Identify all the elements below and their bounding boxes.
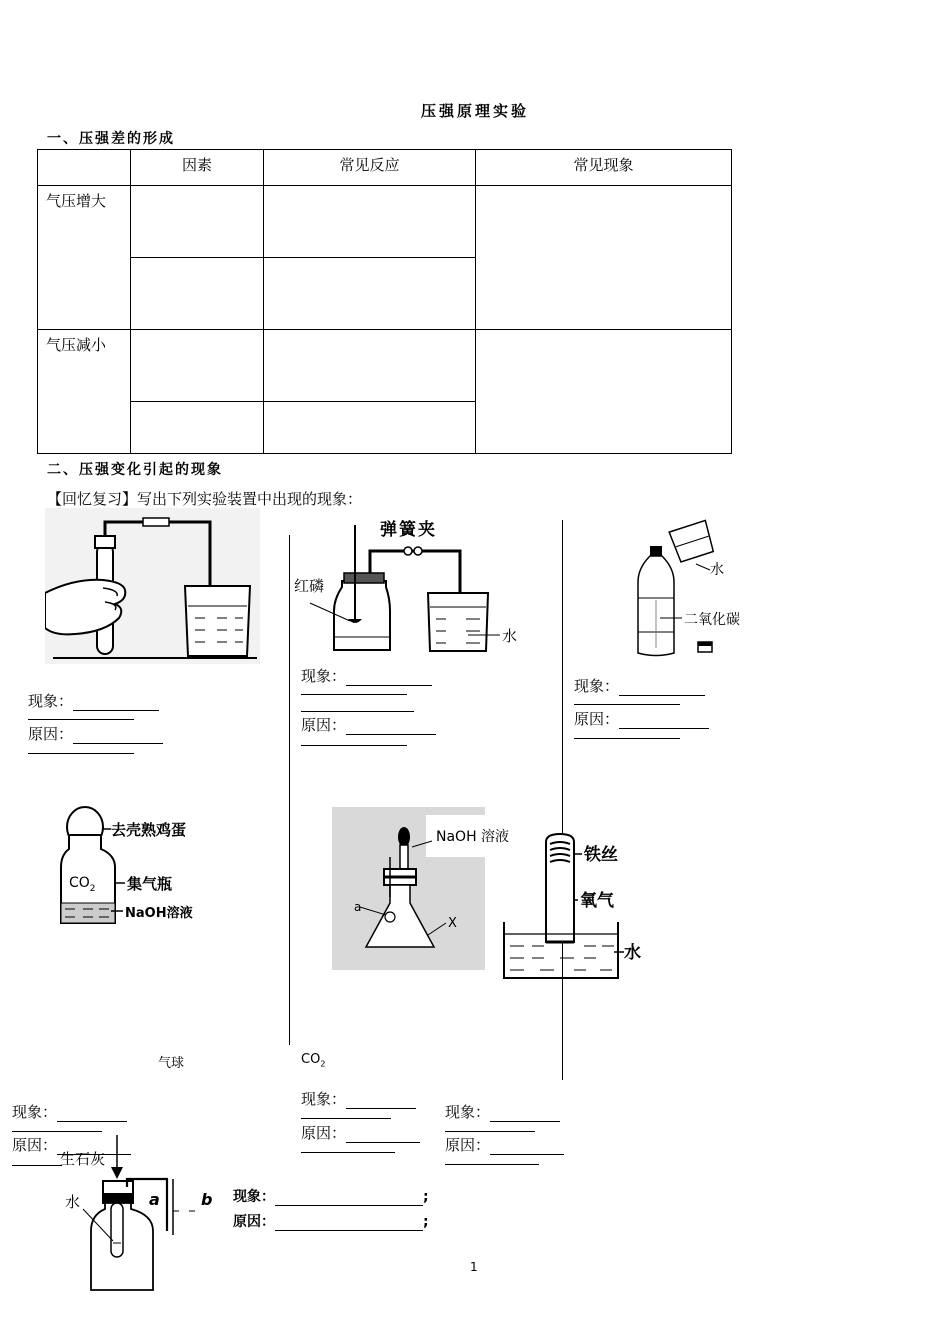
answer-blank[interactable] [346,1128,420,1143]
answer-line[interactable] [12,1131,102,1132]
quicklime-label: 生石灰 [60,1150,106,1168]
answer-line[interactable] [445,1131,535,1132]
table-header-reaction: 常见反应 [264,150,476,186]
label-b: b [201,1190,213,1209]
fig4-phenomenon [12,1101,127,1122]
row-label-increase: 气压增大 [38,186,131,330]
answer-blank[interactable] [275,1191,423,1206]
answer-blank[interactable] [346,1094,416,1109]
balloon-label: 气球 [158,1056,185,1071]
red-phosphorus-label: 红磷 [294,577,325,595]
phenomenon-label: 现象： [301,1090,347,1108]
water-label: 水 [710,562,724,578]
phenomenon-label: 现象： [574,677,620,695]
fig2-reason [301,714,436,735]
label-x: X [448,916,457,931]
reason-label: 原因： [28,725,74,743]
figure-egg-bottle [55,805,205,935]
answer-blank[interactable] [490,1107,560,1122]
table-cell[interactable] [476,330,732,454]
table-header-empty [38,150,131,186]
review-instruction: 【回忆复习】写出下列实验装置中出现的现象： [47,490,363,508]
table-cell[interactable] [131,402,264,454]
answer-blank[interactable] [619,681,705,696]
column-divider [562,520,563,1080]
egg-label: 去壳熟鸡蛋 [111,821,187,839]
phenomenon-label: 现象： [28,692,74,710]
page-number: 1 [470,1260,478,1274]
label-a: a [354,900,362,914]
row-label-decrease: 气压减小 [38,330,131,454]
reason-label: 原因： [12,1136,58,1154]
label-a: a [149,1190,160,1209]
answer-line[interactable] [28,719,134,720]
phenomenon-label: 现象： [445,1103,491,1121]
section-heading-2: 二、压强变化引起的现象 [47,462,223,478]
answer-blank[interactable] [619,714,709,729]
answer-blank[interactable] [57,1107,127,1122]
oxygen-label: 氧气 [580,891,614,911]
answer-line[interactable] [574,738,680,739]
table-cell[interactable] [131,258,264,330]
answer-line[interactable] [445,1164,539,1165]
answer-blank[interactable] [73,696,159,711]
page-title: 压强原理实验 [420,102,529,120]
fig2-phenomenon [301,665,432,686]
phenomenon-label: 现象： [12,1103,58,1121]
answer-blank[interactable] [275,1216,423,1231]
reason-label: 原因： [445,1136,491,1154]
table-cell[interactable] [264,402,476,454]
reason-label: 原因： [233,1214,275,1230]
iron-wire-label: 铁丝 [584,845,618,865]
table-cell[interactable] [264,258,476,330]
answer-line[interactable] [301,1152,395,1153]
answer-line[interactable] [301,694,407,695]
co2-label: 二氧化碳 [684,612,740,628]
fig7-phenomenon: 现象： ; [233,1189,429,1205]
figure-red-phosphorus [290,515,530,660]
naoh-label: NaOH溶液 [125,906,193,921]
co2-bottom-label: $CO_2$ [301,1052,326,1069]
answer-blank[interactable] [346,671,432,686]
answer-line[interactable] [28,753,134,754]
gas-bottle-label: 集气瓶 [127,875,173,893]
fig1-phenomenon [28,690,159,711]
fig6-reason [445,1134,564,1155]
table-cell[interactable] [476,186,732,330]
section-heading-1: 一、压强差的形成 [47,131,175,147]
answer-line[interactable] [301,1118,391,1119]
figure-quicklime-u-tube [55,1135,225,1295]
fig7-reason: 原因： ; [233,1214,429,1230]
answer-blank[interactable] [490,1140,564,1155]
fig3-reason [574,708,709,729]
water-label: 水 [502,627,518,645]
fig3-phenomenon [574,675,705,696]
reason-label: 原因： [574,710,620,728]
reason-label: 原因： [301,716,347,734]
table-cell[interactable] [131,186,264,258]
answer-blank[interactable] [73,729,163,744]
figure-iron-wire [500,830,660,982]
table-cell[interactable] [264,330,476,402]
water-label: 水 [624,943,641,963]
fig5-phenomenon [301,1088,416,1109]
phenomenon-label: 现象： [233,1189,275,1205]
answer-line[interactable] [301,745,407,746]
table-header-phenomenon: 常见现象 [476,150,732,186]
figure-hand-test-tube [45,508,260,664]
table-header-factor: 因素 [131,150,264,186]
co2-formula: $CO_2$ [69,875,96,894]
figure-co2-bottle [630,518,760,663]
spring-clip-label: 弹簧夹 [380,520,437,540]
answer-line[interactable] [574,704,680,705]
table-cell[interactable] [264,186,476,258]
table-cell[interactable] [131,330,264,402]
pressure-table [37,149,732,454]
fig5-reason [301,1122,420,1143]
answer-line[interactable] [301,711,414,712]
phenomenon-label: 现象： [301,667,347,685]
naoh-solution-label: NaOH 溶液 [436,829,510,845]
fig1-reason [28,723,163,744]
reason-label: 原因： [301,1124,347,1142]
fig6-phenomenon [445,1101,560,1122]
answer-blank[interactable] [346,720,436,735]
water-label: 水 [65,1193,81,1211]
